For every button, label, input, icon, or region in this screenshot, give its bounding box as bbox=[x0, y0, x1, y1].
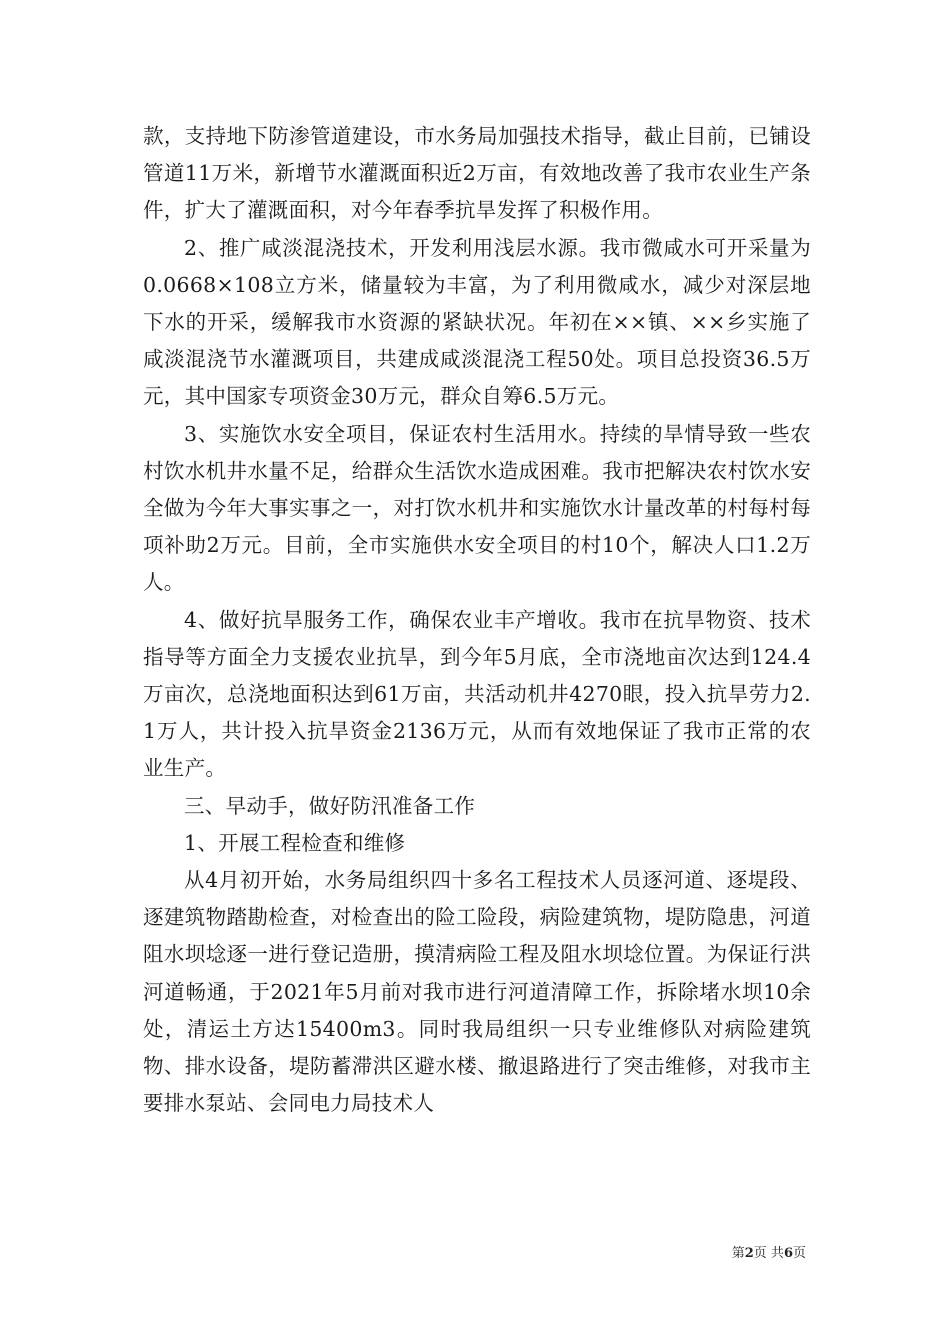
paragraph: 款，支持地下防渗管道建设，市水务局加强技术指导，截止目前，已铺设管道11万米，新增节水灌溉面积近2万亩，有效地改善了我市农业生产条件，扩大了灌溉面积，对今年春季抗旱发挥了积极作用。 bbox=[143, 124, 811, 223]
paragraph: 从4月初开始，水务局组织四十多名工程技术人员逐河道、逐堤段、逐建筑物踏勘检查，对检查出的险工险段，病险建筑物，堤防隐患，河道阻水坝埝逐一进行登记造册，摸清病险工程及阻水坝埝位置。为保证行洪河道畅通，于2021年5月前对我市进行河道清障工作，拆除堵水坝10余处，清运土方达15400m3。同时我局组织一只专业维修队对病险建筑物、排水设备，堤防蓄滞洪区避水楼、撤退路进行了突击维修，对我市主要排水泵站、会同电力局技术人 bbox=[143, 868, 811, 1116]
page-number-middle: 页 共 bbox=[753, 1246, 784, 1261]
paragraph: 3、实施饮水安全项目，保证农村生活用水。持续的旱情导致一些农村饮水机井水量不足，给群众生活饮水造成困难。我市把解决农村饮水安全做为今年大事实事之一，对打饮水机井和实施饮水计量改革的村每村每项补助2万元。目前，全市实施供水安全项目的村10个，解决人口1.2万人。 bbox=[143, 421, 811, 595]
section-heading: 三、早动手，做好防汛准备工作 bbox=[184, 793, 476, 818]
paragraph: 2、推广咸淡混浇技术，开发利用浅层水源。我市微咸水可开采量为0.0668×108立方米，储量较为丰富，为了利用微咸水，减少对深层地下水的开采，缓解我市水资源的紧缺状况。年初在××镇、××乡实施了咸淡混浇节水灌溉项目，共建成咸淡混浇工程50处。项目总投资36.5万元，其中国家专项资金30万元，群众自筹6.5万元。 bbox=[143, 235, 811, 409]
paragraph: 4、做好抗旱服务工作，确保农业丰产增收。我市在抗旱物资、技术指导等方面全力支援农业抗旱，到今年5月底，全市浇地亩次达到124.4万亩次，总浇地面积达到61万亩，共活动机井4270眼，投入抗旱劳力2.1万人，共计投入抗旱资金2136万元，从而有效地保证了我市正常的农业生产。 bbox=[143, 607, 811, 781]
total-page-number: 6 bbox=[783, 1246, 793, 1261]
page-footer bbox=[0, 1242, 806, 1261]
page-number-suffix: 页 bbox=[792, 1246, 806, 1261]
subsection-heading: 1、开展工程检查和维修 bbox=[184, 830, 406, 855]
page-number-prefix: 第 bbox=[731, 1246, 745, 1261]
document-body bbox=[143, 118, 811, 1122]
current-page-number: 2 bbox=[744, 1246, 754, 1261]
